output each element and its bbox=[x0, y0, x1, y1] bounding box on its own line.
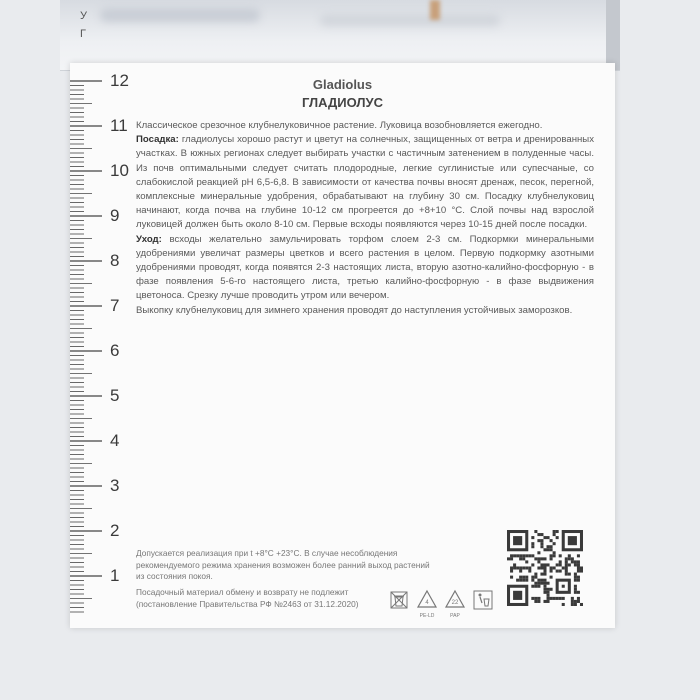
ruler-number: 11 bbox=[110, 116, 128, 135]
packaging-bag-top bbox=[60, 0, 620, 71]
eco-icons bbox=[388, 585, 494, 619]
ruler-number: 3 bbox=[110, 476, 120, 495]
svg-text:4: 4 bbox=[425, 600, 429, 606]
planting-paragraph bbox=[136, 133, 594, 232]
blurred-print bbox=[430, 0, 440, 20]
seed-packet bbox=[70, 63, 615, 628]
bag-edge-letter: Г bbox=[80, 28, 86, 40]
recycle-label: PAP bbox=[450, 613, 460, 619]
recycle-pe-ld-icon bbox=[416, 589, 438, 619]
ruler-number: 7 bbox=[110, 296, 120, 315]
planting-text: гладиолусы хорошо растут и цветут на солнечных, защищенных от ветра и дренированных участках. В южных регионах следует выбирать участки с частичным затенением в полуденные часы. Из почв оптимальными следует считать плодородные, легкие суглинистые или супесчаные, со слабокислой реакцией рН 6,5-6,8. В зависимости от качества почвы вносят дренаж, песок, перегной, комплексные минеральные удобрения, обрабатывают на глубину 30 см. Посадку клубнелуковиц начинают, когда почва на глубине 10-12 см прогреется до +8+10 °С. Слой почвы над взрослой луковицей должен быть около 8-10 см. Первые всходы появляются через 10-15 дней после посадки. bbox=[136, 134, 594, 231]
blurred-print bbox=[100, 8, 260, 22]
tidyman-icon bbox=[472, 589, 494, 611]
planting-heading: Посадка: bbox=[136, 134, 179, 146]
blurred-print bbox=[320, 14, 500, 26]
bag-edge-letter: У bbox=[80, 10, 87, 22]
ruler-number: 6 bbox=[110, 341, 120, 360]
return-note-line: Посадочный материал обмену и возврату не подлежит bbox=[136, 587, 349, 597]
ruler-number: 1 bbox=[110, 566, 120, 585]
description-text bbox=[136, 119, 594, 318]
care-paragraph bbox=[136, 233, 594, 304]
title-latin: Gladiolus bbox=[312, 77, 373, 92]
recycle-label: PE-LD bbox=[419, 613, 435, 619]
ruler-number: 8 bbox=[110, 251, 120, 270]
qr-code-icon bbox=[507, 530, 583, 606]
digging-paragraph: Выкопку клубнелуковиц для зимнего хранения проводят до наступления устойчивых заморозков. bbox=[136, 304, 573, 316]
ruler-number: 2 bbox=[110, 521, 120, 540]
return-note-line: (постановление Правительства РФ №2463 от 31.12.2020) bbox=[136, 598, 359, 609]
intro-paragraph: Классическое срезочное клубнелуковичное растение. Луковица возобновляется ежегодно. bbox=[136, 120, 543, 131]
care-heading: Уход: bbox=[136, 233, 162, 245]
ruler-number: 5 bbox=[110, 386, 120, 405]
recycle-pap-icon bbox=[444, 589, 466, 619]
ruler-number: 12 bbox=[110, 71, 129, 90]
svg-text:22: 22 bbox=[451, 600, 459, 606]
ruler-number: 9 bbox=[110, 206, 120, 225]
title-russian: ГЛАДИОЛУС bbox=[301, 95, 384, 110]
bag-edge bbox=[606, 0, 620, 70]
ruler-scale bbox=[70, 63, 130, 628]
no-trash-icon bbox=[388, 589, 410, 611]
storage-note: Допускается реализация при t +8°С +23°С. В случае несоблюдения рекомендуемого режима хранения возможен более ранний выход растений из состояния покоя. bbox=[136, 548, 430, 581]
care-text: всходы желательно замульчировать торфом слоем 2-3 см. Подкормки минеральными удобрениями увеличат размеры цветков и всего растения в целом. Первую подкормку азотными удобрениями проводят, когда появятся 2-3 настоящих листа, вторую азотно-калийно-фосфорную - в фазе появления 5-6-го настоящего листа, третью калийно-фосфорную - в фазе выдвижения цветоноса. Срезку лучше проводить утром или вечером. bbox=[136, 233, 594, 302]
ruler-number: 10 bbox=[110, 161, 129, 180]
ruler-number: 4 bbox=[110, 431, 120, 450]
